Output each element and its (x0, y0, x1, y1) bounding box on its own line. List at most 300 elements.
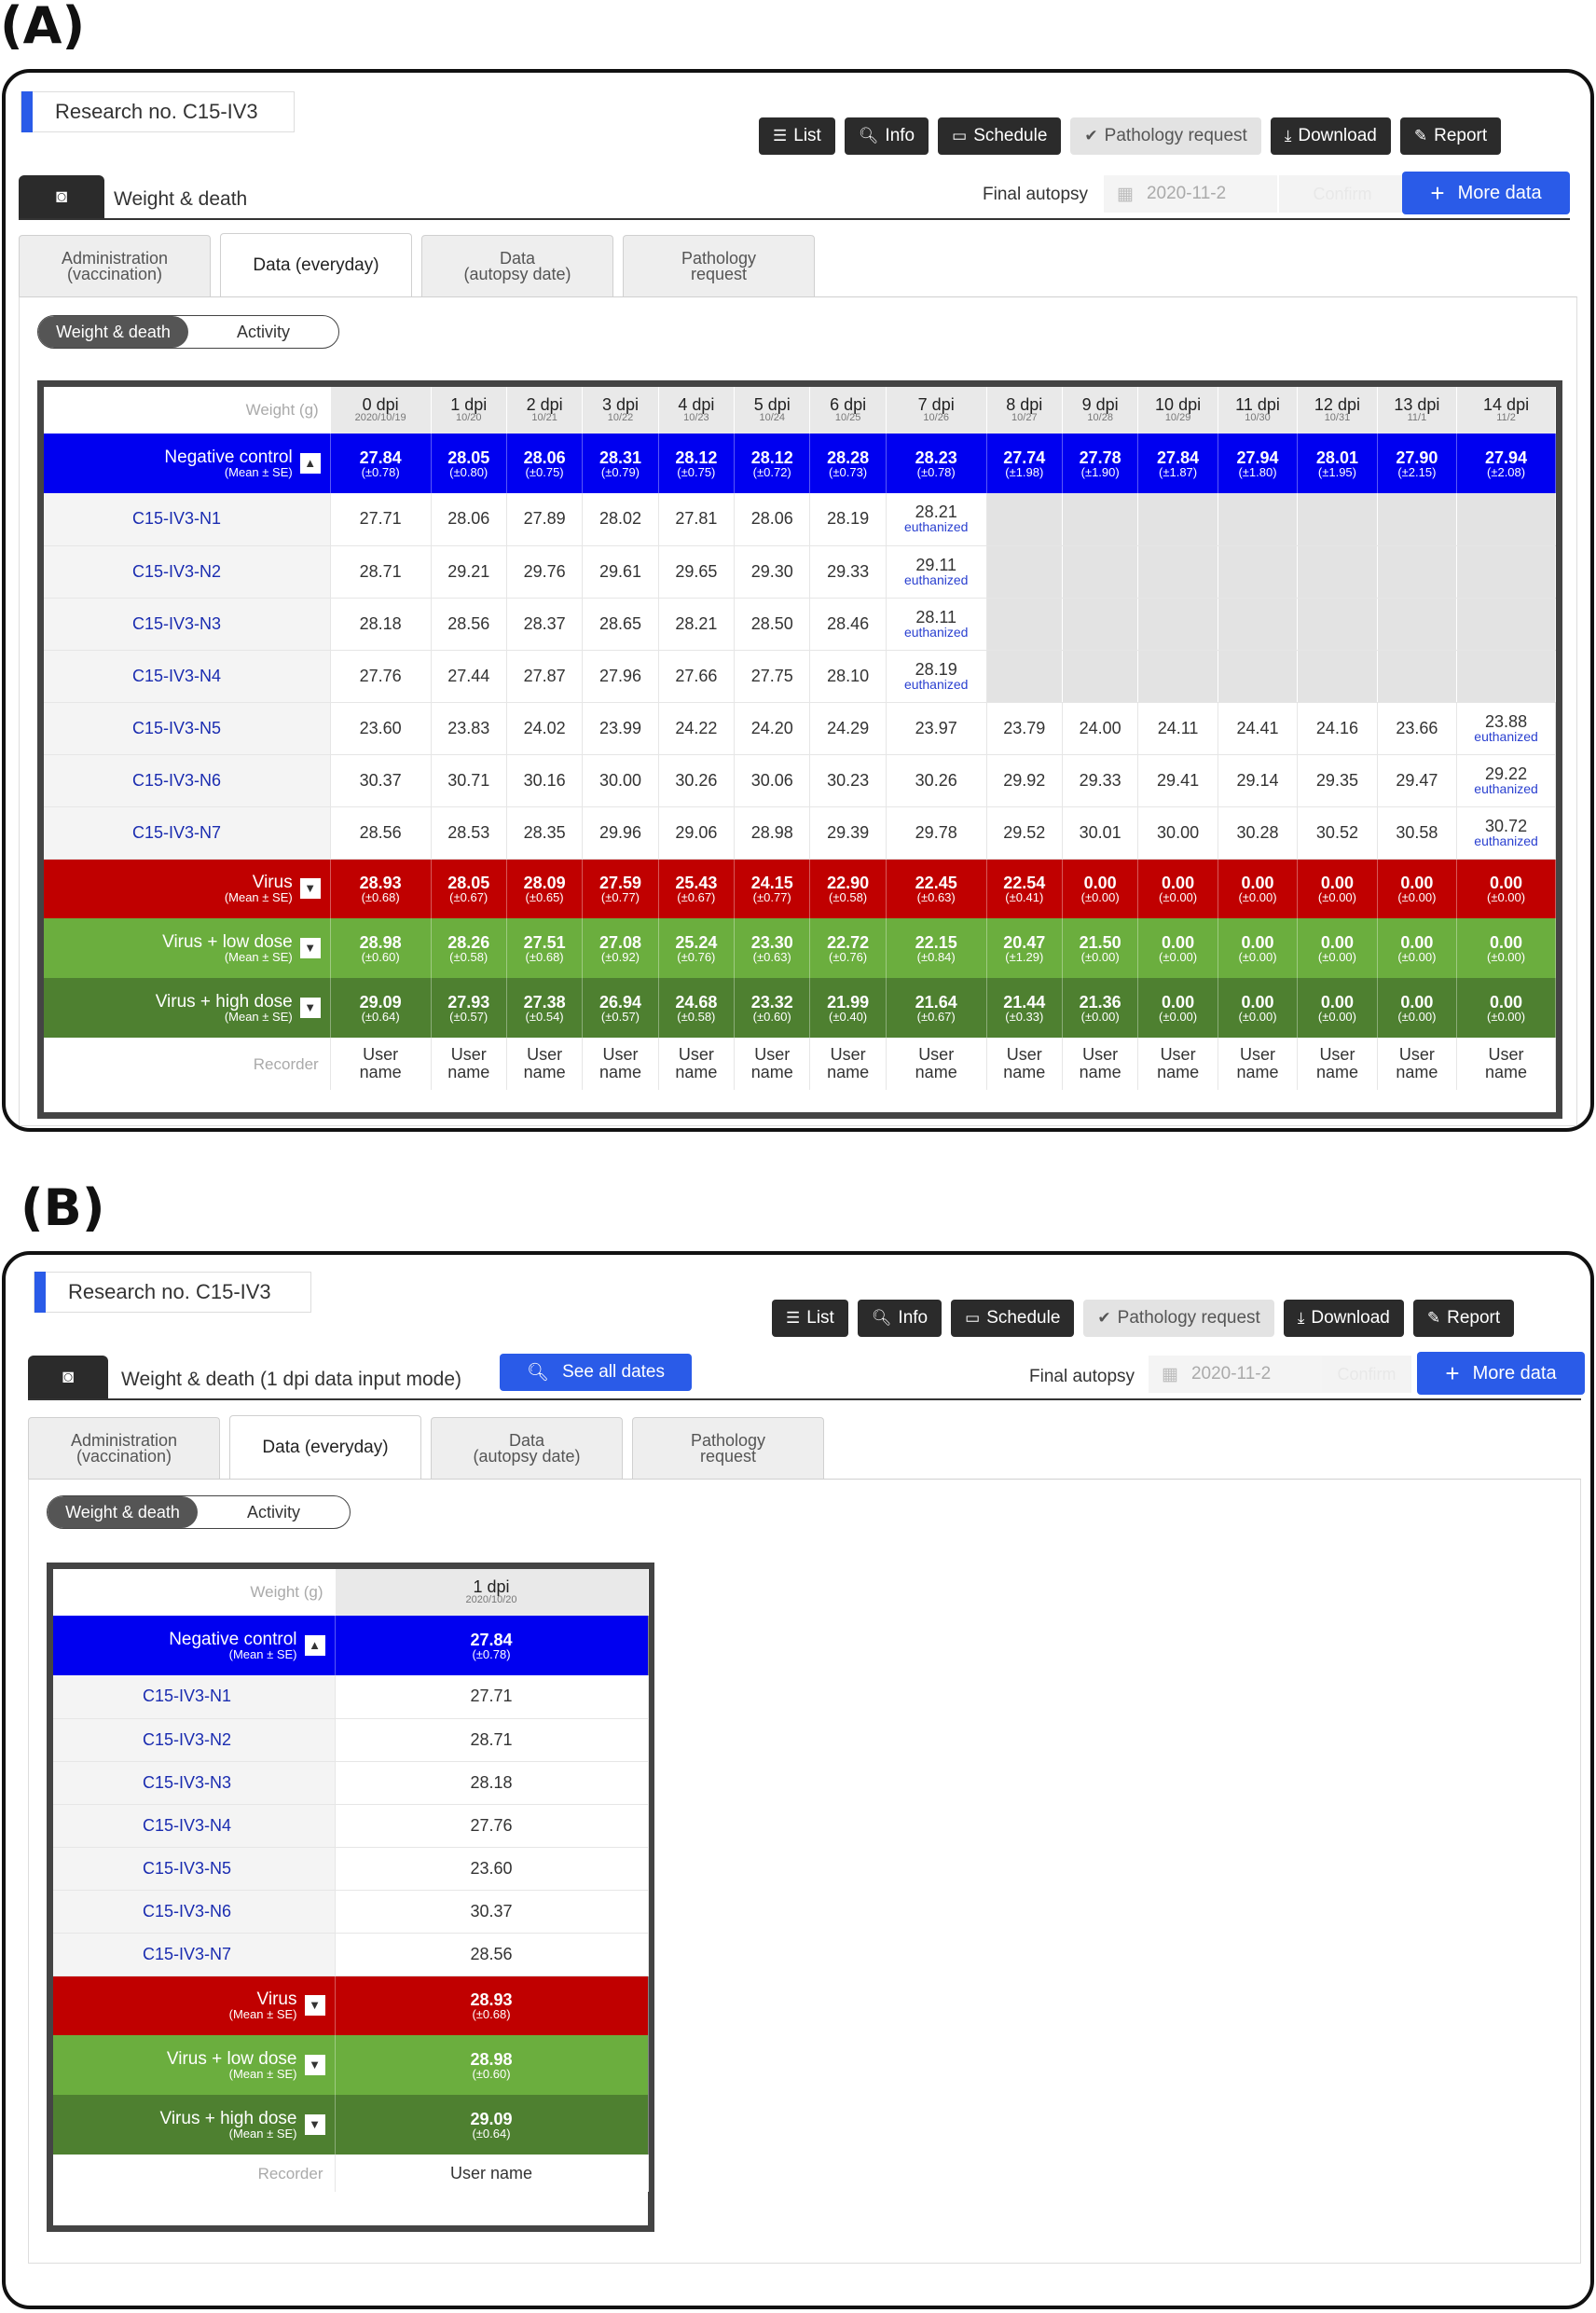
weight-cell[interactable] (1377, 702, 1456, 754)
weight-value: 30.26 (675, 770, 718, 790)
section-title: Weight & death (1 dpi data input mode) (121, 1369, 462, 1390)
weight-cell[interactable] (330, 806, 431, 859)
pathology-request-button[interactable] (1083, 1300, 1273, 1337)
recorder-label: Recorder (44, 1038, 330, 1090)
see-all-dates-label: See all dates (562, 1362, 665, 1382)
group-sub: (Mean ± SE) (224, 890, 293, 905)
weight-cell[interactable] (431, 598, 506, 650)
report-button[interactable] (1413, 1300, 1514, 1337)
weight-cell[interactable] (583, 806, 658, 859)
weight-cell[interactable] (583, 754, 658, 806)
group-se: (±0.79) (600, 464, 640, 479)
group-mean: 0.00 (1320, 992, 1354, 1012)
weight-cell[interactable] (1062, 806, 1137, 859)
weight-value: 28.11 (915, 607, 957, 626)
confirm-button[interactable]: Confirm (1322, 1356, 1411, 1393)
empty-cell (1062, 650, 1137, 702)
day-label: 7 dpi (917, 395, 955, 414)
group-se: (±1.95) (1317, 464, 1356, 479)
group-value-cell (886, 978, 986, 1038)
weight-cell[interactable]: 28.71 (335, 1718, 648, 1761)
group-mean: 27.59 (598, 873, 641, 892)
weight-cell[interactable] (506, 806, 582, 859)
group-name-cell (53, 1616, 335, 1675)
weight-cell[interactable] (658, 598, 734, 650)
view-toggle[interactable] (37, 315, 339, 349)
weight-cell[interactable] (735, 806, 810, 859)
tab-data[interactable] (431, 1417, 623, 1479)
recorder-name: User (830, 1045, 866, 1064)
euthanized-label: euthanized (1474, 833, 1538, 848)
tab-label-line2: (vaccination) (66, 264, 163, 283)
group-mean: 21.64 (915, 992, 957, 1012)
weight-value: 30.16 (523, 770, 566, 790)
edit-icon: ✎ (1413, 127, 1428, 145)
tab-label-line2: request (690, 264, 748, 283)
activity-toggle[interactable]: Activity (236, 322, 290, 341)
final-autopsy-date: 2020-11-2 (1146, 184, 1227, 203)
recorder-name: User (1398, 1045, 1435, 1064)
group-value-cell (335, 1616, 648, 1675)
tab-pathology[interactable] (632, 1417, 824, 1479)
activity-toggle[interactable]: Activity (246, 1502, 300, 1521)
group-se: (±1.80) (1238, 464, 1277, 479)
recorder-cell (658, 1038, 734, 1090)
list-label: List (793, 126, 821, 145)
tab-data-everyday[interactable] (220, 233, 412, 296)
recorder-name: User (1082, 1045, 1119, 1064)
group-mean: 22.45 (915, 873, 957, 892)
weight-cell[interactable] (431, 545, 506, 598)
group-value-cell (1218, 434, 1297, 493)
calendar-icon: ▦ (1117, 184, 1134, 204)
weight-cell[interactable] (330, 754, 431, 806)
subject-name[interactable]: C15-IV3-N1 (53, 1675, 335, 1718)
weight-cell[interactable] (658, 545, 734, 598)
subject-name[interactable]: C15-IV3-N1 (44, 493, 330, 545)
subject-name[interactable]: C15-IV3-N4 (53, 1804, 335, 1847)
subject-name[interactable]: C15-IV3-N3 (53, 1761, 335, 1804)
weight-cell[interactable]: 27.76 (335, 1804, 648, 1847)
group-se: (±1.29) (1005, 949, 1044, 964)
weight-cell[interactable]: 28.56 (335, 1933, 648, 1976)
group-value-cell (335, 2095, 648, 2155)
subject-name[interactable]: C15-IV3-N4 (44, 650, 330, 702)
list-button[interactable] (759, 117, 835, 155)
tab-label-line1: Pathology (681, 248, 757, 268)
weight-cell[interactable] (431, 650, 506, 702)
day-header (1062, 387, 1137, 434)
download-button[interactable] (1271, 117, 1391, 155)
recorder-cell (330, 1038, 431, 1090)
tab-label (70, 1430, 178, 1466)
group-mean: 28.01 (1315, 447, 1358, 467)
recorder-name: name (359, 1063, 402, 1081)
weight-cell[interactable] (1377, 754, 1456, 806)
group-value-cell (1062, 978, 1137, 1038)
camera-icon[interactable]: ◙ (28, 1356, 108, 1398)
group-value-cell (1457, 918, 1556, 978)
day-label: 5 dpi (753, 395, 791, 414)
weight-cell[interactable] (1218, 806, 1297, 859)
empty-cell (1138, 650, 1218, 702)
group-mean: 27.94 (1485, 447, 1528, 467)
schedule-button[interactable] (938, 117, 1061, 155)
weight-cell[interactable] (886, 702, 986, 754)
expand-icon[interactable]: ▼ (300, 878, 321, 899)
recorder-cell (886, 1038, 986, 1090)
weight-cell[interactable] (330, 598, 431, 650)
pathology-request-label: Pathology request (1117, 1308, 1260, 1328)
group-mean: 28.12 (675, 447, 718, 467)
tab-label-line1: Administration (61, 248, 169, 268)
weight-cell[interactable] (506, 545, 582, 598)
tab-label-line2: (vaccination) (76, 1446, 172, 1466)
recorder-name: name (1396, 1063, 1438, 1081)
group-mean: 20.47 (1003, 932, 1046, 952)
empty-cell (986, 493, 1062, 545)
tab-pathology[interactable] (623, 235, 815, 296)
weight-cell[interactable] (583, 650, 658, 702)
weight-death-toggle[interactable]: Weight & death (38, 316, 188, 348)
group-mean: 0.00 (1162, 873, 1195, 892)
empty-cell (1218, 545, 1297, 598)
weight-cell[interactable]: 27.71 (335, 1675, 648, 1718)
weight-value: 29.33 (1079, 770, 1121, 790)
calendar-icon: ▦ (1162, 1364, 1178, 1384)
recorder-name: name (1236, 1063, 1279, 1081)
weight-cell[interactable] (658, 702, 734, 754)
weight-death-toggle[interactable]: Weight & death (48, 1496, 198, 1528)
weight-cell[interactable] (1298, 806, 1377, 859)
group-value-cell (506, 918, 582, 978)
group-value-cell (431, 859, 506, 918)
group-name: Negative control (169, 1630, 297, 1649)
tab-label-line1: Data (everyday) (262, 1438, 389, 1457)
group-se: (±0.78) (472, 1646, 511, 1661)
empty-cell (1138, 545, 1218, 598)
tab-label (61, 248, 169, 283)
recorder-name: User (527, 1045, 563, 1064)
weight-value: 28.56 (447, 613, 490, 633)
weight-value: 23.83 (447, 718, 490, 737)
weight-cell[interactable] (986, 702, 1062, 754)
collapse-icon[interactable]: ▲ (305, 1635, 325, 1656)
weight-cell[interactable] (735, 650, 810, 702)
empty-cell (1377, 598, 1456, 650)
report-button[interactable] (1400, 117, 1501, 155)
weight-table (44, 387, 1556, 1090)
group-mean: 0.00 (1241, 932, 1274, 952)
group-value-cell (330, 434, 431, 493)
weight-cell[interactable] (886, 650, 986, 702)
subject-name[interactable]: C15-IV3-N2 (44, 545, 330, 598)
weight-value: 29.76 (523, 561, 566, 581)
expand-icon[interactable]: ▼ (305, 2114, 325, 2135)
group-se: (±0.00) (1080, 889, 1120, 904)
weight-cell[interactable] (1218, 702, 1297, 754)
empty-cell (1138, 493, 1218, 545)
group-mean: 0.00 (1490, 992, 1523, 1012)
expand-icon[interactable]: ▼ (300, 998, 321, 1018)
recorder-name: name (750, 1063, 793, 1081)
final-autopsy-date-field[interactable] (1104, 175, 1277, 213)
group-se: (±0.00) (1080, 949, 1120, 964)
weight-value: 28.21 (675, 613, 718, 633)
group-se: (±0.67) (449, 889, 488, 904)
weight-cell[interactable] (886, 754, 986, 806)
weight-cell[interactable] (1377, 806, 1456, 859)
empty-cell (1062, 493, 1137, 545)
group-text (225, 874, 293, 903)
day-date: 10/31 (1324, 412, 1351, 423)
group-value-cell (431, 434, 506, 493)
weight-cell[interactable] (506, 650, 582, 702)
weight-cell[interactable] (1298, 754, 1377, 806)
weight-cell[interactable] (735, 545, 810, 598)
group-sub: (Mean ± SE) (228, 2067, 297, 2081)
download-button[interactable] (1284, 1300, 1404, 1337)
weight-cell[interactable] (330, 650, 431, 702)
subject-name[interactable]: C15-IV3-N6 (53, 1890, 335, 1933)
group-value-cell (986, 859, 1062, 918)
empty-cell (1377, 493, 1456, 545)
schedule-button[interactable] (951, 1300, 1074, 1337)
collapse-icon[interactable]: ▲ (300, 453, 321, 474)
group-mean: 27.84 (1157, 447, 1200, 467)
weight-cell[interactable] (1457, 702, 1556, 754)
confirm-button[interactable]: Confirm (1279, 175, 1406, 213)
day-date: 10/25 (834, 412, 861, 423)
group-se: (±0.68) (361, 889, 400, 904)
group-value-cell (658, 859, 734, 918)
weight-cell[interactable] (506, 754, 582, 806)
schedule-label: Schedule (973, 126, 1048, 145)
weight-cell[interactable] (330, 545, 431, 598)
camera-icon[interactable]: ◙ (19, 175, 104, 218)
weight-cell[interactable] (1457, 754, 1556, 806)
subject-name[interactable]: C15-IV3-N3 (44, 598, 330, 650)
empty-cell (1298, 650, 1377, 702)
weight-cell[interactable] (583, 545, 658, 598)
weight-cell[interactable] (431, 493, 506, 545)
group-mean: 28.05 (447, 447, 490, 467)
see-all-dates-button[interactable] (500, 1354, 692, 1391)
list-icon: ☰ (786, 1309, 801, 1327)
group-value-cell (1138, 918, 1218, 978)
group-value-cell (431, 978, 506, 1038)
recorder-name: name (447, 1063, 490, 1081)
recorder-cell (1138, 1038, 1218, 1090)
day-header (1298, 387, 1377, 434)
weight-cell[interactable] (658, 493, 734, 545)
weight-cell[interactable] (583, 598, 658, 650)
euthanized-label: euthanized (903, 676, 969, 692)
weight-cell[interactable] (886, 598, 986, 650)
more-data-button[interactable] (1417, 1352, 1585, 1395)
group-value-cell (583, 978, 658, 1038)
group-se: (±0.76) (677, 949, 716, 964)
weight-cell[interactable]: 30.37 (335, 1890, 648, 1933)
expand-icon[interactable]: ▼ (305, 2055, 325, 2075)
group-mean: 27.84 (470, 1630, 513, 1649)
weight-cell[interactable] (506, 598, 582, 650)
group-name-cell (44, 978, 330, 1038)
weight-value: 28.65 (598, 613, 641, 633)
tab-label (690, 1430, 766, 1466)
weight-cell[interactable] (986, 806, 1062, 859)
weight-value: 27.96 (598, 666, 641, 685)
group-mean: 29.09 (470, 2109, 513, 2128)
weight-cell[interactable] (658, 650, 734, 702)
tab-data-everyday[interactable] (229, 1415, 421, 1479)
weight-cell[interactable] (810, 754, 886, 806)
weight-cell[interactable] (506, 493, 582, 545)
subject-name[interactable]: C15-IV3-N5 (44, 702, 330, 754)
weight-cell[interactable] (986, 754, 1062, 806)
weight-cell[interactable] (658, 806, 734, 859)
weight-cell[interactable] (810, 702, 886, 754)
weight-cell[interactable] (735, 702, 810, 754)
group-mean: 28.05 (447, 873, 490, 892)
weight-value: 24.22 (675, 718, 718, 737)
group-se: (±0.68) (472, 2006, 511, 2021)
group-mean: 0.00 (1400, 873, 1434, 892)
weight-cell[interactable] (658, 754, 734, 806)
group-se: (±0.00) (1317, 1009, 1356, 1024)
weight-cell[interactable] (1457, 806, 1556, 859)
weight-cell[interactable] (1062, 702, 1137, 754)
weight-cell[interactable] (583, 493, 658, 545)
weight-cell[interactable]: 28.18 (335, 1761, 648, 1804)
subject-name[interactable]: C15-IV3-N6 (44, 754, 330, 806)
tab-data[interactable] (421, 235, 613, 296)
group-mean: 0.00 (1320, 932, 1354, 952)
weight-cell[interactable] (886, 545, 986, 598)
pathology-request-button[interactable] (1070, 117, 1260, 155)
group-name: Virus (256, 1989, 297, 2010)
subject-row (44, 754, 1556, 806)
day-header (986, 387, 1062, 434)
day-label: 12 dpi (1314, 395, 1360, 414)
day-header (1138, 387, 1218, 434)
weight-cell[interactable] (330, 493, 431, 545)
recorder-row (44, 1038, 1556, 1090)
group-row (53, 2035, 648, 2095)
subject-row (44, 650, 1556, 702)
weight-cell[interactable] (1138, 806, 1218, 859)
weight-cell[interactable] (886, 493, 986, 545)
weight-value: 30.72 (1485, 816, 1528, 835)
weight-cell[interactable] (810, 598, 886, 650)
tab-administration[interactable] (28, 1417, 220, 1479)
weight-value: 29.47 (1396, 770, 1438, 790)
euthanized-label: euthanized (903, 624, 969, 640)
weight-value: 28.53 (447, 822, 490, 842)
weight-cell[interactable] (1298, 702, 1377, 754)
weight-cell[interactable] (431, 806, 506, 859)
weight-cell[interactable] (735, 598, 810, 650)
weight-value: 24.29 (827, 718, 870, 737)
weight-cell[interactable] (1138, 702, 1218, 754)
subject-name[interactable]: C15-IV3-N7 (53, 1933, 335, 1976)
recorder-cell (1062, 1038, 1137, 1090)
research-number-box (21, 91, 295, 132)
group-row (53, 2095, 648, 2155)
group-se: (±0.84) (916, 949, 956, 964)
info-button[interactable] (845, 117, 929, 155)
download-icon: ⤓ (1297, 1309, 1305, 1327)
group-value-cell (810, 859, 886, 918)
recorder-label: Recorder (53, 2155, 335, 2192)
group-value-cell (658, 434, 734, 493)
empty-cell (986, 545, 1062, 598)
weight-cell[interactable] (735, 493, 810, 545)
info-button[interactable] (858, 1300, 942, 1337)
weight-cell[interactable] (1062, 754, 1137, 806)
group-mean: 0.00 (1400, 932, 1434, 952)
group-mean: 28.23 (915, 447, 957, 467)
subject-name[interactable]: C15-IV3-N5 (53, 1847, 335, 1890)
group-se: (±0.00) (1317, 889, 1356, 904)
subject-row (44, 493, 1556, 545)
final-autopsy-date-field[interactable] (1149, 1356, 1322, 1393)
recorder-cell (1457, 1038, 1556, 1090)
weight-cell[interactable] (810, 493, 886, 545)
weight-value: 29.61 (598, 561, 641, 581)
weight-cell[interactable] (1218, 754, 1297, 806)
download-label: Download (1311, 1308, 1390, 1328)
subject-name[interactable]: C15-IV3-N2 (53, 1718, 335, 1761)
group-text (162, 933, 293, 963)
day-header (810, 387, 886, 434)
day-label: 0 dpi (362, 395, 399, 414)
group-text (164, 448, 292, 478)
weight-cell[interactable] (330, 702, 431, 754)
empty-cell (1457, 598, 1556, 650)
group-row (53, 1616, 648, 1675)
plus-icon: + (1445, 1358, 1460, 1387)
empty-cell (1298, 545, 1377, 598)
weight-cell[interactable] (431, 702, 506, 754)
group-mean: 0.00 (1083, 873, 1117, 892)
group-row (44, 859, 1556, 918)
weight-cell[interactable] (1138, 754, 1218, 806)
weight-table-1dpi (53, 1569, 649, 2192)
group-label (53, 2050, 325, 2080)
weight-cell[interactable]: 23.60 (335, 1847, 648, 1890)
weight-cell[interactable] (810, 545, 886, 598)
group-text (169, 1631, 296, 1660)
expand-icon[interactable]: ▼ (300, 938, 321, 958)
weight-cell[interactable] (810, 650, 886, 702)
expand-icon[interactable]: ▼ (305, 1995, 325, 2016)
group-mean: 27.90 (1396, 447, 1438, 467)
weight-cell[interactable] (810, 806, 886, 859)
subject-row (53, 1847, 648, 1890)
weight-cell[interactable] (431, 754, 506, 806)
empty-cell (1218, 493, 1297, 545)
subject-name[interactable]: C15-IV3-N7 (44, 806, 330, 859)
weight-cell[interactable] (735, 754, 810, 806)
list-button[interactable] (772, 1300, 848, 1337)
tab-administration[interactable] (19, 235, 211, 296)
weight-cell[interactable] (506, 702, 582, 754)
weight-cell[interactable] (583, 702, 658, 754)
more-data-button[interactable] (1402, 172, 1570, 214)
view-toggle[interactable] (47, 1495, 351, 1529)
weight-cell[interactable] (886, 806, 986, 859)
